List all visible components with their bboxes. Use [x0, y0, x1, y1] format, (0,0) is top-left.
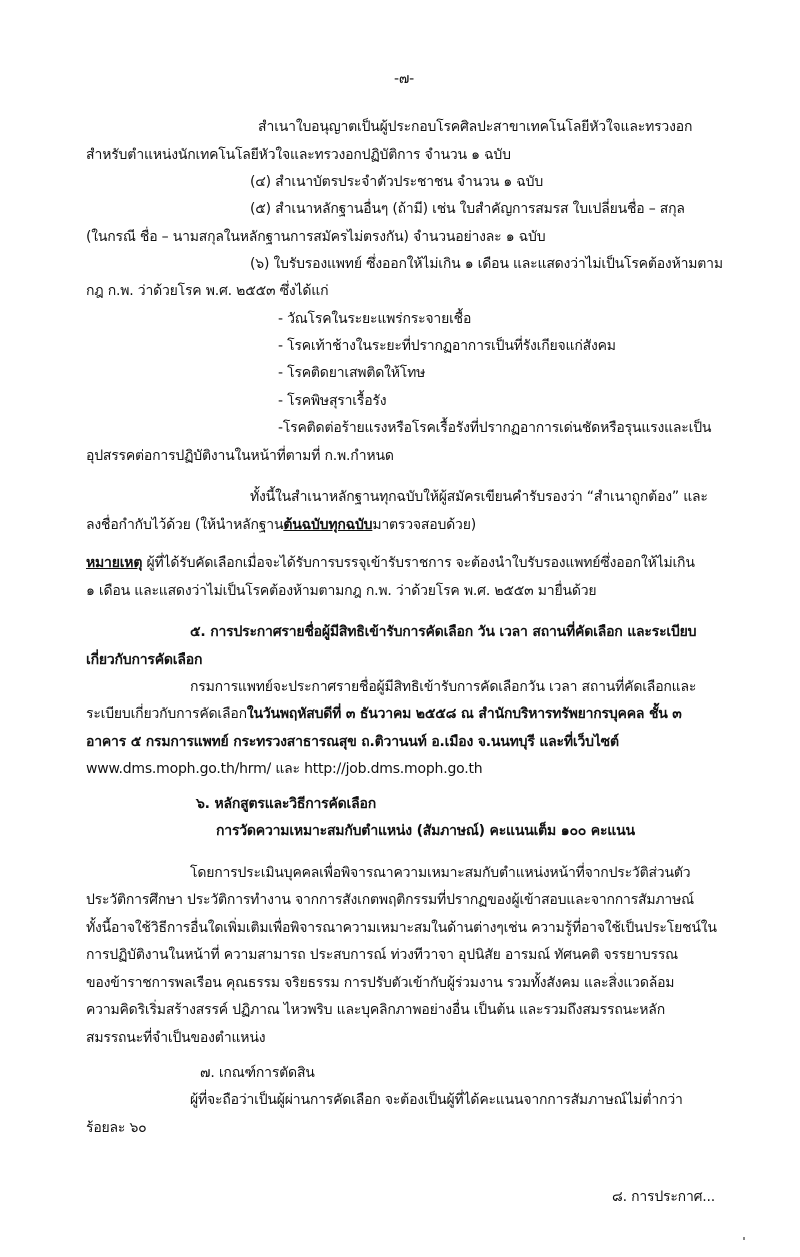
note-text: ผู้ที่ได้รับคัดเลือกเมื่อจะได้รับการบรรจุเข้ารับราชการ จะต้องนำใบรับรองแพทย์ซึ่งออกให้ไม่เกิน: [142, 555, 695, 571]
section-5-heading-2: เกี่ยวกับการคัดเลือก: [86, 652, 203, 668]
note-line-2: ๑ เดือน และแสดงว่าไม่เป็นโรคต้องห้ามตามกฎ ก.พ. ว่าด้วยโรค พ.ศ. ๒๕๕๓ มายื่นด้วย: [86, 583, 597, 599]
page-number: -๗-: [394, 71, 415, 87]
note-label: หมายเหตุ: [86, 555, 143, 571]
section-5-body-2-text: ระเบียบเกี่ยวกับการคัดเลือก: [86, 706, 247, 722]
disease-5-line-2: อุปสรรคต่อการปฏิบัติงานในหน้าที่ตามที่ ก.พ.กำหนด: [86, 448, 394, 464]
certify-text-end: มาตรวจสอบด้วย): [372, 517, 476, 533]
section-7-heading: ๗. เกณฑ์การตัดสิน: [200, 1065, 315, 1081]
section-6-subheading: การวัดความเหมาะสมกับตำแหน่ง (สัมภาษณ์) คะแนนเต็ม ๑๐๐ คะแนน: [216, 823, 635, 839]
section-6-body-line: โดยการประเมินบุคคลเพื่อพิจารณาความเหมาะสมกับตำแหน่งหน้าที่จากประวัติส่วนตัว: [190, 865, 691, 881]
certify-text: ลงชื่อกำกับไว้ด้วย (ให้นำหลักฐาน: [86, 517, 284, 533]
next-page-marker: ๘. การประกาศ...: [612, 1189, 716, 1205]
item-4: (๔) สำเนาบัตรประจำตัวประชาชน จำนวน ๑ ฉบับ: [250, 174, 544, 190]
section-5-websites: www.dms.moph.go.th/hrm/ และ http://job.dms.moph.go.th: [86, 761, 483, 777]
disease-item: - โรคพิษสุราเรื้อรัง: [278, 393, 387, 409]
section-6-body-line: สมรรถนะที่จำเป็นของตำแหน่ง: [86, 1030, 266, 1046]
certify-line-2: [86, 516, 476, 534]
section-6-body-line: ของข้าราชการพลเรือน คุณธรรม จริยธรรม การปรับตัวเข้ากับผู้ร่วมงาน รวมทั้งสังคม และสิ่งแวดล้อม: [86, 975, 675, 991]
certify-emphasis: ต้นฉบับทุกฉบับ: [283, 517, 373, 533]
section-5-body-1: กรมการแพทย์จะประกาศรายชื่อผู้มีสิทธิเข้ารับการคัดเลือกวัน เวลา สถานที่คัดเลือกและ: [190, 679, 697, 695]
section-6-body-line: การปฏิบัติงานในหน้าที่ ความสามารถ ประสบการณ์ ท่วงทีวาจา อุปนิสัย อารมณ์ ทัศนคติ จรรยาบรรณ: [86, 947, 678, 963]
section-5-body-3: อาคาร ๕ กรมการแพทย์ กระทรวงสาธารณสุข ถ.ติวานนท์ อ.เมือง จ.นนทบุรี และที่เว็บไซต์: [86, 734, 619, 750]
item-5-line-1: (๕) สำเนาหลักฐานอื่นๆ (ถ้ามี) เช่น ใบสำคัญการสมรส ใบเปลี่ยนชื่อ – สกุล: [250, 201, 685, 217]
disease-item: - โรคติดยาเสพติดให้โทษ: [278, 365, 426, 381]
certify-line-1: ทั้งนี้ในสำเนาหลักฐานทุกฉบับให้ผู้สมัครเขียนคำรับรองว่า “สำเนาถูกต้อง” และ: [250, 489, 708, 505]
scan-artifact: [743, 1237, 745, 1240]
section-6-body-line: ทั้งนี้อาจใช้วิธีการอื่นใดเพิ่มเติมเพื่อพิจารณาความเหมาะสมในด้านต่างๆเช่น ความรู้ที่อาจใช้เป็นประโยชน์ใน: [86, 920, 717, 936]
disease-item: - โรคเท้าช้างในระยะที่ปรากฏอาการเป็นที่รังเกียจแก่สังคม: [278, 338, 616, 354]
license-line-2: สำหรับตำแหน่งนักเทคโนโลยีหัวใจและทรวงอกปฏิบัติการ จำนวน ๑ ฉบับ: [86, 147, 511, 163]
disease-5-line-1: -โรคติดต่อร้ายแรงหรือโรคเรื้อรังที่ปรากฏอาการเด่นชัดหรือรุนแรงและเป็น: [278, 420, 712, 436]
item-6-line-1: (๖) ใบรับรองแพทย์ ซึ่งออกให้ไม่เกิน ๑ เดือน และแสดงว่าไม่เป็นโรคต้องห้ามตาม: [250, 256, 723, 272]
section-6-body-line: ความคิดริเริ่มสร้างสรรค์ ปฏิภาณ ไหวพริบ และบุคลิกภาพอย่างอื่น เป็นต้น และรวมถึงสมรรถนะหลัก: [86, 1002, 665, 1018]
item-5-line-2: (ในกรณี ชื่อ – นามสกุลในหลักฐานการสมัครไม่ตรงกัน) จำนวนอย่างละ ๑ ฉบับ: [86, 229, 546, 245]
section-5-date-location: ในวันพฤหัสบดีที่ ๓ ธันวาคม ๒๕๕๘ ณ สำนักบริหารทรัพยากรบุคคล ชั้น ๓: [246, 706, 682, 722]
section-6-heading: ๖. หลักสูตรและวิธีการคัดเลือก: [196, 796, 377, 812]
item-6-line-2: กฎ ก.พ. ว่าด้วยโรค พ.ศ. ๒๕๕๓ ซึ่งได้แก่: [86, 283, 329, 299]
section-7-body-2: ร้อยละ ๖๐: [86, 1120, 147, 1136]
note-line-1: [86, 554, 695, 572]
section-6-body-line: ประวัติการศึกษา ประวัติการทำงาน จากการสังเกตพฤติกรรมที่ปรากฏของผู้เข้าสอบและจากการสัมภาษณ์: [86, 892, 694, 908]
license-line-1: สำเนาใบอนุญาตเป็นผู้ประกอบโรคศิลปะสาขาเทคโนโลยีหัวใจและทรวงอก: [258, 119, 693, 135]
section-5-body-2: [86, 705, 682, 723]
section-5-heading-1: ๕. การประกาศรายชื่อผู้มีสิทธิเข้ารับการคัดเลือก วัน เวลา สถานที่คัดเลือก และระเบียบ: [190, 624, 697, 640]
section-7-body-1: ผู้ที่จะถือว่าเป็นผู้ผ่านการคัดเลือก จะต้องเป็นผู้ที่ได้คะแนนจากการสัมภาษณ์ไม่ต่ำกว่า: [190, 1092, 683, 1108]
disease-item: - วัณโรคในระยะแพร่กระจายเชื้อ: [278, 311, 472, 327]
